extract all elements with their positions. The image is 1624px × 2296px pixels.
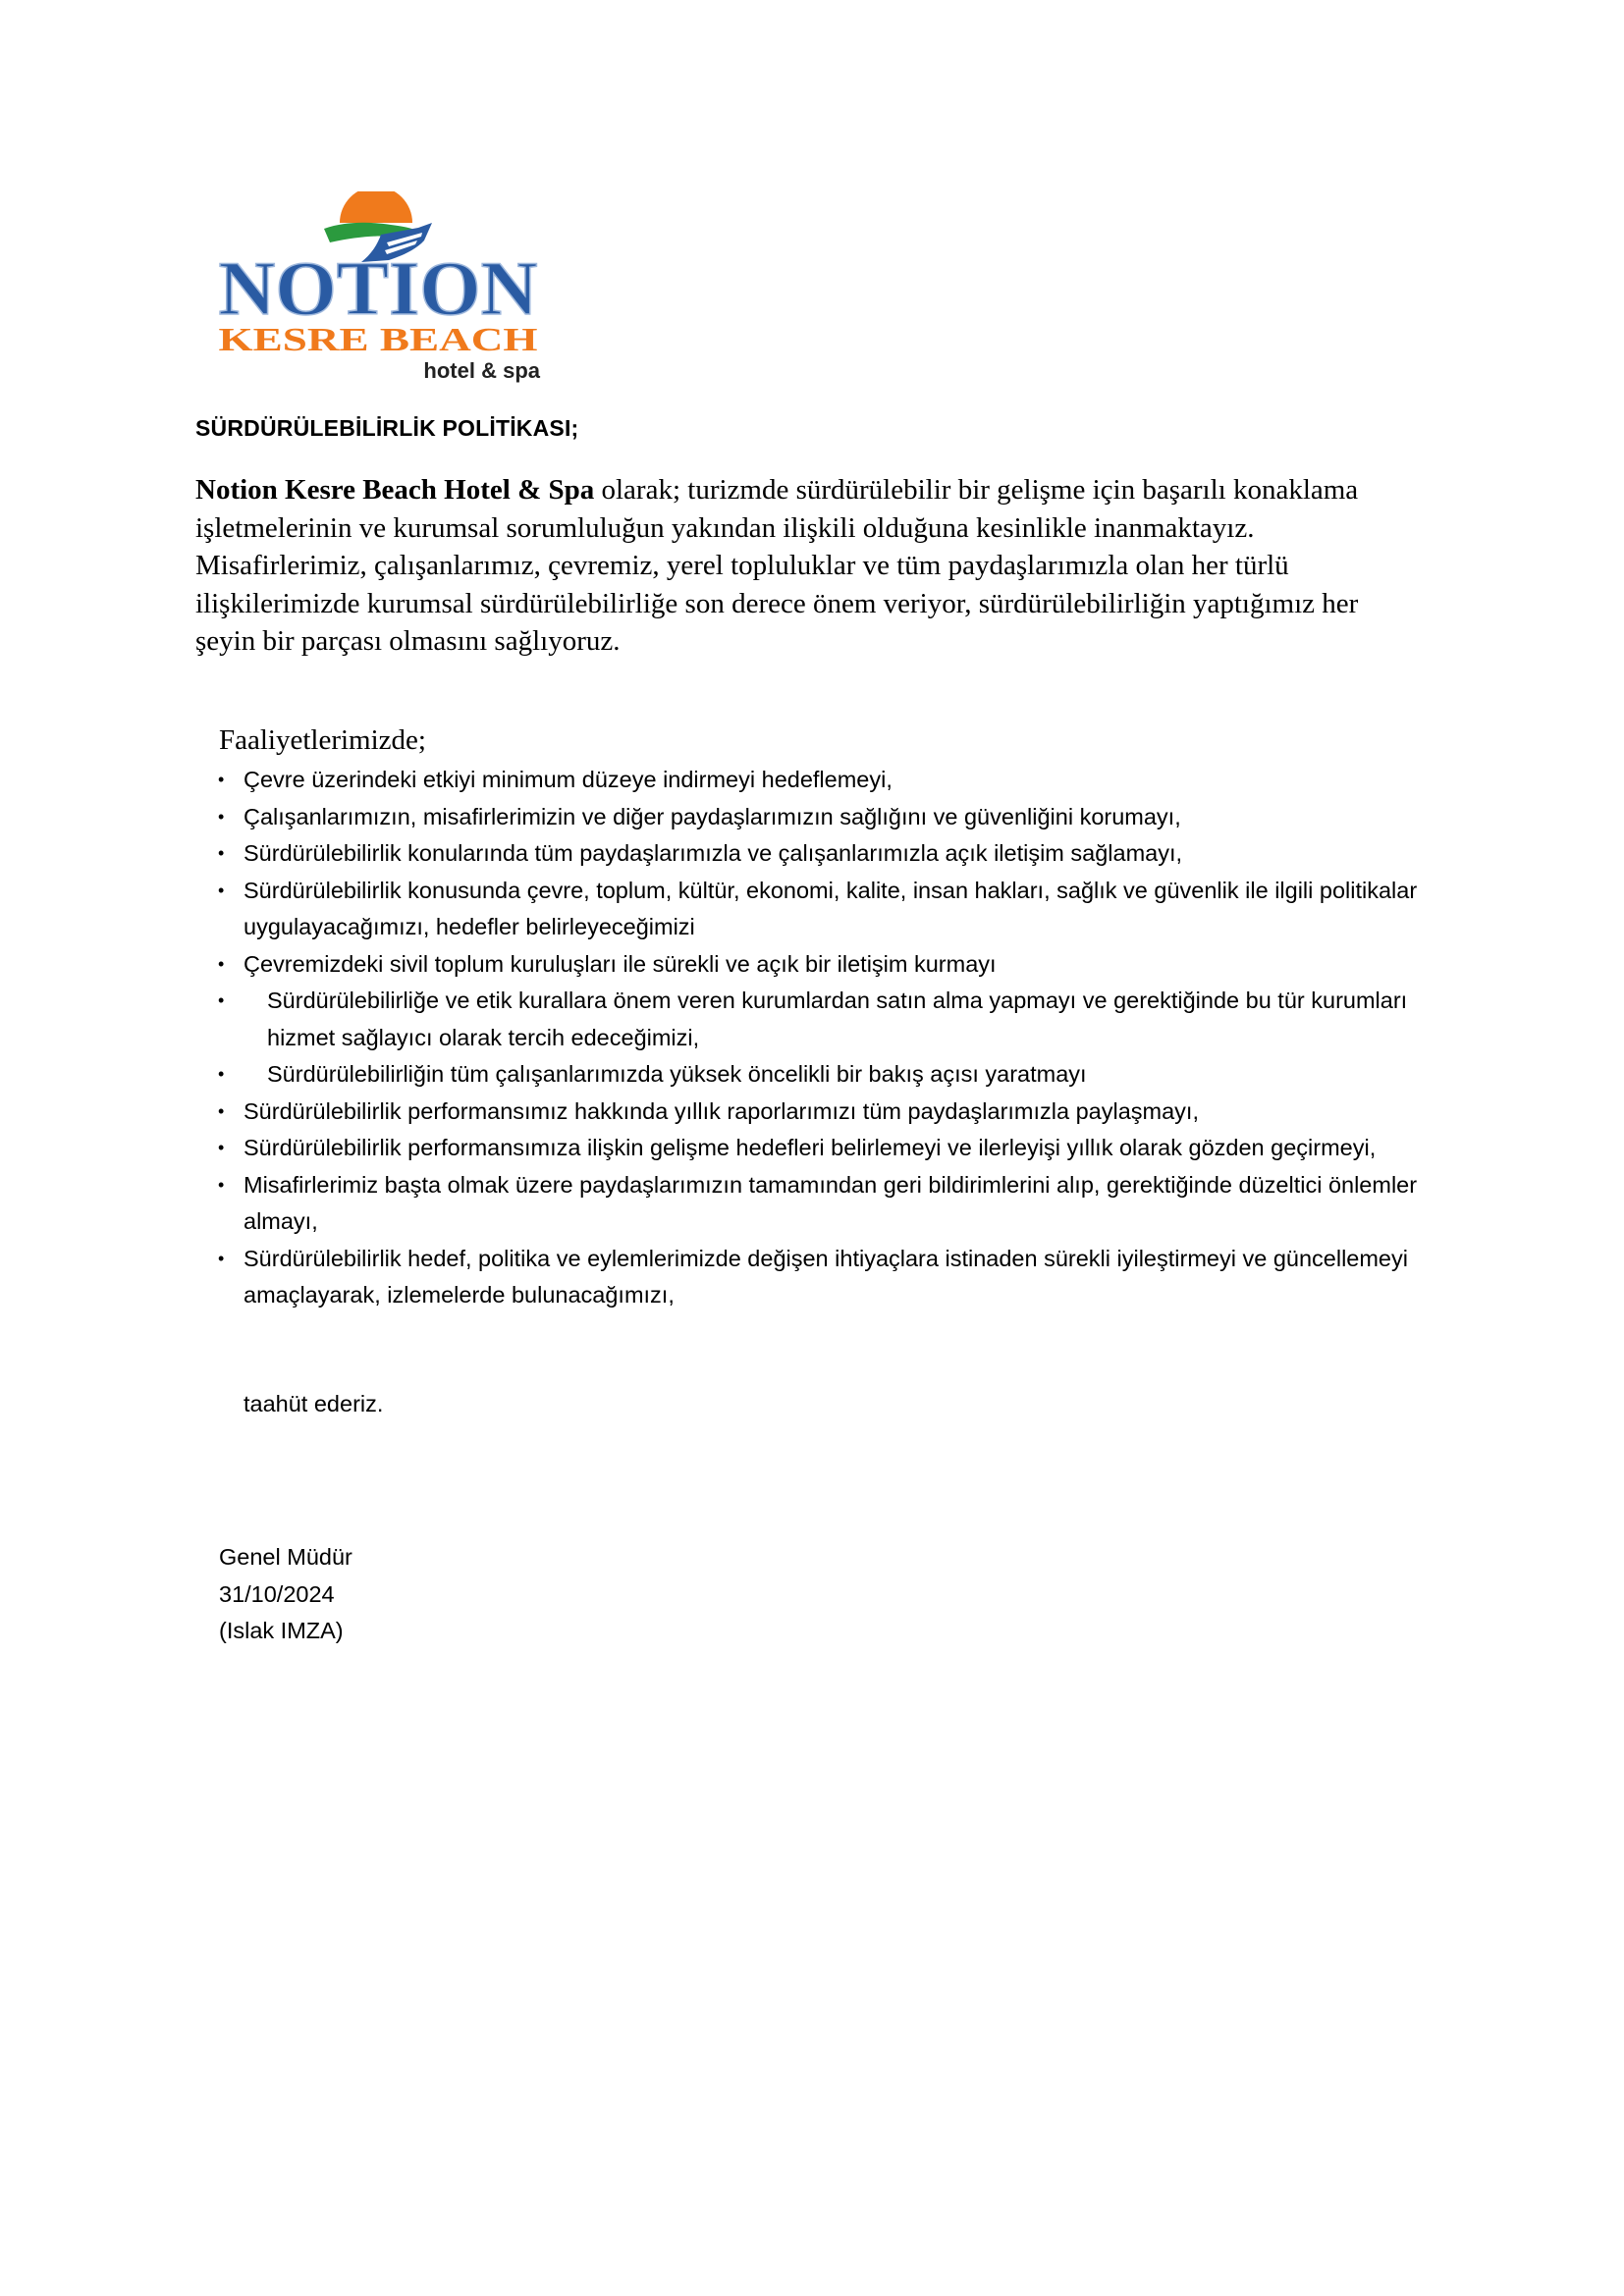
signature-date: 31/10/2024 — [219, 1580, 335, 1607]
bullet-icon: • — [218, 1248, 225, 1268]
intro-paragraph — [195, 471, 1403, 661]
list-item — [217, 762, 1435, 799]
bullet-icon: • — [218, 1174, 225, 1195]
list-item — [217, 873, 1435, 946]
list-item-text: Çevre üzerindeki etkiyi minimum düzeye indirmeyi hedeflemeyi, — [244, 767, 893, 792]
bullet-icon: • — [218, 880, 225, 900]
logo-wordmark: NOTION — [218, 245, 538, 331]
list-item — [217, 1130, 1435, 1167]
logo-tagline: hotel & spa — [423, 358, 540, 383]
list-item — [217, 835, 1435, 873]
activities-title: Faaliyetlerimizde; — [219, 724, 426, 756]
list-item-text: Sürdürülebilirliğin tüm çalışanlarımızda yüksek öncelikli bir bakış açısı yaratmayı — [267, 1061, 1087, 1087]
bullet-icon: • — [218, 1064, 225, 1084]
intro-brand-name: Notion Kesre Beach Hotel & Spa — [195, 474, 595, 506]
list-item-text: Sürdürülebilirlik hedef, politika ve eylemlerimizde değişen ihtiyaçlara istinaden sürekli iyileştirmeyi ve güncellemeyi amaçlayarak, izlemelerde bulunacağımızı, — [244, 1245, 1408, 1308]
bullet-icon: • — [218, 1100, 225, 1121]
signature-note: (Islak IMZA) — [219, 1618, 344, 1643]
bullet-icon: • — [218, 806, 225, 827]
list-item-text: Sürdürülebilirlik konusunda çevre, toplum, kültür, ekonomi, kalite, insan hakları, sağlık ve güvenlik ile ilgili politikalar uygulayacağımızı, hedefler belirleyeceğimizi — [244, 877, 1418, 939]
list-item — [217, 1241, 1435, 1314]
signature-block — [219, 1539, 352, 1650]
list-item-text: Sürdürülebilirlik performansımıza ilişkin gelişme hedefleri belirlemeyi ve ilerleyişi yıllık olarak gözden geçirmeyi, — [244, 1135, 1377, 1160]
bullet-icon: • — [218, 1138, 225, 1157]
signature-role: Genel Müdür — [219, 1544, 352, 1570]
list-item-text: Çalışanlarımızın, misafirlerimizin ve diğer paydaşlarımızın sağlığını ve güvenliğini korumayı, — [244, 803, 1181, 829]
list-item-text: Sürdürülebilirlik performansımız hakkında yıllık raporlarımızı tüm paydaşlarımızla paylaşmayı, — [244, 1097, 1199, 1124]
list-item — [217, 1167, 1435, 1241]
list-item-text: Çevremizdeki sivil toplum kuruluşları ile sürekli ve açık bir iletişim kurmayı — [244, 950, 997, 977]
pledge-text: taahüt ederiz. — [244, 1391, 384, 1416]
intro-text: olarak; turizmde sürdürülebilir bir gelişme için başarılı konaklama işletmelerinin ve kurumsal sorumluluğun yakından ilişkili olduğuna kesinlikle inanmaktayız. Misafirlerimiz, çalışanlarımız, çevremiz, yerel topluluklar ve tüm paydaşlarımızla olan her türlü ilişkilerimizde kurumsal sürdürülebilirliğe son derece önem veriyor, sürdürülebilirliğin yaptığımız her şeyin bir parçası olmasını sağlıyoruz. — [195, 474, 1359, 657]
bullet-icon: • — [218, 953, 225, 974]
list-item-text: Sürdürülebilirlik konularında tüm paydaşlarımızla ve çalışanlarımızla açık iletişim sağlamayı, — [244, 840, 1183, 866]
policy-heading: SÜRDÜRÜLEBİLİRLİK POLİTİKASI; — [195, 415, 579, 441]
hotel-logo — [214, 191, 543, 383]
list-item-text: Sürdürülebilirliğe ve etik kurallara önem veren kurumlardan satın alma yapmayı ve gerektiğinde bu tür kurumları hizmet sağlayıcı olarak tercih edeceğimizi, — [267, 988, 1408, 1050]
bullet-icon: • — [218, 843, 225, 863]
list-item — [217, 799, 1435, 836]
list-item — [217, 1056, 1435, 1094]
list-item-text: Misafirlerimiz başta olmak üzere paydaşlarımızın tamamından geri bildirimlerini alıp, gerektiğinde düzeltici önlemler almayı, — [244, 1171, 1418, 1234]
list-item — [217, 1094, 1435, 1131]
commitments-list — [217, 762, 1435, 1314]
bullet-icon: • — [218, 770, 225, 789]
logo-sun — [340, 191, 412, 223]
list-item — [217, 946, 1435, 984]
logo-subtitle: KESRE BEACH — [218, 322, 538, 358]
bullet-icon: • — [218, 990, 225, 1010]
list-item — [217, 983, 1435, 1056]
hotel-logo-graphic — [214, 191, 543, 383]
